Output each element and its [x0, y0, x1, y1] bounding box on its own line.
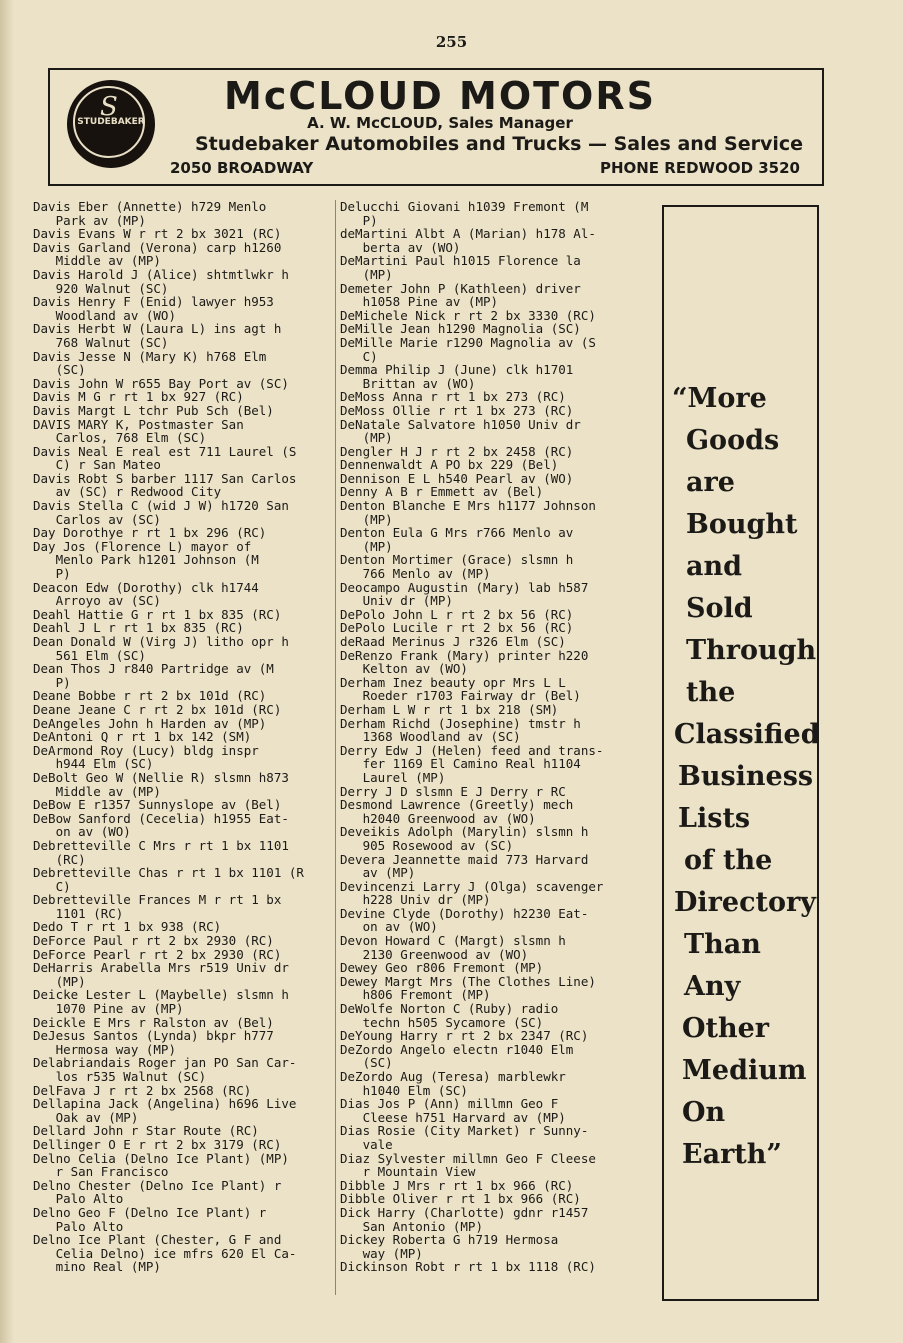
page-edge: [0, 0, 14, 1343]
logo-letter: S: [100, 92, 118, 122]
directory-entry-line: P): [33, 674, 71, 690]
directory-entry-line: Roeder r1703 Fairway dr (Bel): [340, 688, 581, 704]
ad-title: McCLOUD MOTORS: [224, 74, 656, 118]
directory-entry-line: Derham Inez beauty opr Mrs L L: [340, 674, 566, 690]
ad-phone: PHONE REDWOOD 3520: [599, 159, 800, 177]
studebaker-logo-icon: [67, 80, 155, 168]
directory-entry-line: Oak av (MP): [33, 1109, 139, 1125]
directory-entry-line: av (SC) r Redwood City: [33, 484, 222, 500]
directory-entry-line: (SC): [33, 362, 86, 378]
directory-entry-line: DeMartini Paul h1015 Florence la: [340, 253, 581, 269]
directory-entry-line: (RC): [33, 851, 86, 867]
directory-entry-line: Denton Mortimer (Grace) slsmn h: [340, 552, 574, 568]
directory-entry-line: Dennison E L h540 Pearl av (WO): [340, 470, 574, 486]
directory-entry-line: DeRenzo Frank (Mary) printer h220: [340, 647, 589, 663]
directory-column-middle: [340, 200, 640, 1274]
directory-entry-line: DeAntoni Q r rt 1 bx 142 (SM): [33, 729, 252, 745]
directory-entry-line: Dickey Roberta G h719 Hermosa: [340, 1232, 559, 1248]
directory-entry-line: Debretteville C Mrs r rt 1 bx 1101: [33, 837, 289, 853]
directory-entry-line: DeNatale Salvatore h1050 Univ dr: [340, 416, 581, 432]
page-number: 255: [435, 33, 468, 51]
directory-entry-line: Deicke Lester L (Maybelle) slsmn h: [33, 987, 289, 1003]
promo-word: “More: [672, 383, 767, 414]
directory-entry-line: Deahl J L r rt 1 bx 835 (RC): [33, 620, 244, 636]
directory-entry-line: Dengler H J r rt 2 bx 2458 (RC): [340, 443, 574, 459]
directory-entry-line: 561 Elm (SC): [33, 647, 146, 663]
directory-entry-line: Dellard John r Star Route (RC): [33, 1123, 259, 1139]
ad-manager: A. W. McCLOUD, Sales Manager: [307, 114, 573, 132]
directory-entry-line: Diaz Sylvester millmn Geo F Cleese: [340, 1150, 596, 1166]
directory-entry-line: Park av (MP): [33, 212, 146, 228]
directory-entry-line: DeBolt Geo W (Nellie R) slsmn h873: [33, 769, 289, 785]
directory-entry-line: Dibble J Mrs r rt 1 bx 966 (RC): [340, 1177, 574, 1193]
promo-word: Lists: [678, 803, 751, 834]
directory-entry-line: Dewey Margt Mrs (The Clothes Line): [340, 973, 596, 989]
directory-entry-line: Devincenzi Larry J (Olga) scavenger: [340, 878, 604, 894]
directory-entry-line: on av (WO): [340, 919, 438, 935]
directory-entry-line: los r535 Walnut (SC): [33, 1069, 207, 1084]
directory-entry-line: Davis Stella C (wid J W) h1720 San: [33, 498, 289, 514]
directory-entry-line: Day Dorothye r rt 1 bx 296 (RC): [33, 525, 267, 541]
directory-entry-line: Delno Geo F (Delno Ice Plant) r: [33, 1204, 267, 1220]
directory-entry-line: DeAngeles John h Harden av (MP): [33, 715, 267, 731]
directory-entry-line: Deveikis Adolph (Marylin) slsmn h: [340, 824, 589, 840]
directory-entry-line: (SC): [340, 1055, 393, 1071]
directory-entry-line: Arroyo av (SC): [33, 593, 161, 609]
directory-entry-line: DeForce Pearl r rt 2 bx 2930 (RC): [33, 946, 282, 962]
directory-entry-line: Dean Donald W (Virg J) litho opr h: [33, 634, 289, 649]
directory-entry-line: berta av (WO): [340, 239, 461, 255]
directory-entry-line: Davis Jesse N (Mary K) h768 Elm: [33, 348, 267, 364]
directory-entry-line: Delno Celia (Delno Ice Plant) (MP): [33, 1150, 289, 1166]
mccloud-motors-ad: [48, 68, 824, 186]
promo-word: Medium: [682, 1055, 807, 1086]
promo-word: Classified: [674, 719, 820, 750]
directory-entry-line: DeJesus Santos (Lynda) bkpr h777: [33, 1028, 274, 1044]
directory-entry-line: DeBow E r1357 Sunnyslope av (Bel): [33, 797, 282, 813]
directory-entry-line: 905 Rosewood av (SC): [340, 837, 514, 853]
directory-entry-line: Davis Eber (Annette) h729 Menlo: [33, 199, 267, 214]
directory-entry-line: Davis Evans W r rt 2 bx 3021 (RC): [33, 226, 282, 242]
directory-entry-line: av (MP): [340, 865, 416, 881]
directory-entry-line: r San Francisco: [33, 1164, 169, 1180]
directory-entry-line: (MP): [340, 266, 393, 282]
directory-entry-line: Desmond Lawrence (Greetly) mech: [340, 797, 574, 813]
directory-entry-line: 766 Menlo av (MP): [340, 566, 491, 582]
directory-entry-line: DeMille Jean h1290 Magnolia (SC): [340, 321, 581, 337]
promo-word: Than: [684, 929, 761, 960]
directory-entry-line: Delno Ice Plant (Chester, G F and: [33, 1232, 282, 1248]
directory-entry-line: Deocampo Augustin (Mary) lab h587: [340, 579, 589, 595]
promo-word: Business: [678, 761, 814, 792]
directory-entry-line: C): [33, 878, 71, 894]
directory-entry-line: Dick Harry (Charlotte) gdnr r1457: [340, 1204, 589, 1220]
directory-entry-line: deMartini Albt A (Marian) h178 Al-: [340, 226, 596, 242]
directory-entry-line: DAVIS MARY K, Postmaster San: [33, 416, 244, 432]
directory-entry-line: DeWolfe Norton C (Ruby) radio: [340, 1001, 559, 1017]
directory-entry-line: Palo Alto: [33, 1191, 124, 1207]
directory-entry-line: Davis M G r rt 1 bx 927 (RC): [33, 389, 244, 405]
directory-entry-line: Woodland av (WO): [33, 307, 176, 323]
promo-word: are: [686, 467, 735, 498]
directory-entry-line: Derry Edw J (Helen) feed and trans-: [340, 742, 604, 758]
directory-entry-line: Brittan av (WO): [340, 375, 476, 391]
directory-entry-line: (MP): [340, 511, 393, 527]
directory-entry-line: Debretteville Chas r rt 1 bx 1101 (R: [33, 865, 304, 881]
directory-entry-line: (MP): [33, 973, 86, 989]
classified-promo-box: [662, 205, 819, 1301]
directory-entry-line: Davis Harold J (Alice) shtmtlwkr h: [33, 266, 289, 282]
directory-entry-line: DelFava J r rt 2 bx 2568 (RC): [33, 1082, 252, 1098]
directory-entry-line: Denny A B r Emmett av (Bel): [340, 484, 544, 500]
directory-entry-line: DeMoss Ollie r rt 1 bx 273 (RC): [340, 402, 574, 418]
promo-word: Through: [686, 635, 817, 666]
directory-entry-line: DeYoung Harry r rt 2 bx 2347 (RC): [340, 1028, 589, 1044]
directory-entry-line: Dennenwaldt A PO bx 229 (Bel): [340, 457, 559, 473]
directory-entry-line: DeZordo Aug (Teresa) marblewkr: [340, 1069, 566, 1084]
directory-entry-line: Davis Robt S barber 1117 San Carlos: [33, 470, 297, 486]
directory-entry-line: Derry J D slsmn E J Derry r RC: [340, 783, 566, 799]
directory-entry-line: deRaad Merinus J r326 Elm (SC): [340, 634, 566, 649]
directory-entry-line: Davis Herbt W (Laura L) ins agt h: [33, 321, 282, 337]
directory-entry-line: vale: [340, 1136, 393, 1152]
directory-entry-line: h228 Univ dr (MP): [340, 892, 491, 908]
directory-entry-line: Davis Garland (Verona) carp h1260: [33, 239, 282, 255]
promo-word: Other: [682, 1013, 770, 1044]
directory-entry-line: Debretteville Frances M r rt 1 bx: [33, 892, 282, 908]
promo-word: Any: [684, 971, 741, 1002]
directory-entry-line: h806 Fremont (MP): [340, 987, 491, 1003]
directory-entry-line: 2130 Greenwood av (WO): [340, 946, 529, 962]
promo-word: of the: [684, 845, 773, 876]
directory-entry-line: Deane Jeane C r rt 2 bx 101d (RC): [33, 701, 282, 717]
directory-entry-line: Dickinson Robt r rt 1 bx 1118 (RC): [340, 1259, 596, 1275]
directory-entry-line: Demeter John P (Kathleen) driver: [340, 280, 581, 296]
directory-entry-line: way (MP): [340, 1245, 423, 1261]
promo-word: the: [686, 677, 736, 708]
directory-column-left: [33, 200, 333, 1274]
directory-entry-line: Davis Margt L tchr Pub Sch (Bel): [33, 402, 274, 418]
directory-entry-line: fer 1169 El Camino Real h1104: [340, 756, 581, 772]
directory-entry-line: Devon Howard C (Margt) slsmn h: [340, 933, 566, 949]
directory-entry-line: Deane Bobbe r rt 2 bx 101d (RC): [33, 688, 267, 704]
directory-entry-line: 768 Walnut (SC): [33, 334, 169, 350]
directory-entry-line: r Mountain View: [340, 1164, 476, 1180]
directory-entry-line: Day Jos (Florence L) mayor of: [33, 538, 252, 554]
directory-entry-line: Deahl Hattie G r rt 1 bx 835 (RC): [33, 606, 282, 622]
directory-entry-line: Demma Philip J (June) clk h1701: [340, 362, 574, 378]
directory-entry-line: Deickle E Mrs r Ralston av (Bel): [33, 1014, 274, 1030]
directory-entry-line: DePolo John L r rt 2 bx 56 (RC): [340, 606, 574, 622]
directory-entry-line: Davis Henry F (Enid) lawyer h953: [33, 294, 274, 310]
directory-entry-line: DeZordo Angelo electn r1040 Elm: [340, 1041, 574, 1057]
directory-entry-line: Delabriandais Roger jan PO San Car-: [33, 1055, 297, 1071]
ad-tagline: Studebaker Automobiles and Trucks — Sales and Service: [195, 133, 803, 155]
directory-entry-line: San Antonio (MP): [340, 1218, 483, 1234]
directory-entry-line: Delno Chester (Delno Ice Plant) r: [33, 1177, 282, 1193]
directory-entry-line: DePolo Lucile r rt 2 bx 56 (RC): [340, 620, 574, 636]
directory-entry-line: Davis John W r655 Bay Port av (SC): [33, 375, 289, 391]
column-divider: [335, 200, 336, 1295]
directory-entry-line: Celia Delno) ice mfrs 620 El Ca-: [33, 1245, 297, 1261]
promo-word: Directory: [674, 887, 816, 918]
directory-entry-line: (MP): [340, 430, 393, 446]
directory-entry-line: 1070 Pine av (MP): [33, 1001, 184, 1017]
directory-entry-line: DeMoss Anna r rt 1 bx 273 (RC): [340, 389, 566, 405]
directory-entry-line: 1101 (RC): [33, 905, 124, 921]
directory-entry-line: on av (WO): [33, 824, 131, 840]
directory-entry-line: 920 Walnut (SC): [33, 280, 169, 296]
directory-entry-line: P): [340, 212, 378, 228]
promo-word: On: [682, 1097, 726, 1128]
directory-entry-line: Denton Blanche E Mrs h1177 Johnson: [340, 498, 596, 514]
directory-entry-line: Univ dr (MP): [340, 593, 453, 609]
directory-entry-line: DeBow Sanford (Cecelia) h1955 Eat-: [33, 810, 289, 826]
directory-entry-line: Davis Neal E real est 711 Laurel (S: [33, 443, 297, 459]
directory-entry-line: Hermosa way (MP): [33, 1041, 176, 1057]
directory-entry-line: Dellinger O E r rt 2 bx 3179 (RC): [33, 1136, 282, 1152]
directory-entry-line: Carlos, 768 Elm (SC): [33, 430, 207, 446]
promo-word: Goods: [686, 425, 780, 456]
promo-word: Bought: [686, 509, 798, 540]
directory-entry-line: P): [33, 566, 71, 582]
directory-entry-line: h944 Elm (SC): [33, 756, 154, 772]
directory-entry-line: Dias Jos P (Ann) millmn Geo F: [340, 1096, 559, 1112]
directory-entry-line: DeMille Marie r1290 Magnolia av (S: [340, 334, 596, 350]
directory-entry-line: Dean Thos J r840 Partridge av (M: [33, 661, 274, 677]
directory-entry-line: Devine Clyde (Dorothy) h2230 Eat-: [340, 905, 589, 921]
directory-entry-line: DeHarris Arabella Mrs r519 Univ dr: [33, 960, 289, 976]
directory-entry-line: Dewey Geo r806 Fremont (MP): [340, 960, 544, 976]
directory-entry-line: Carlos av (SC): [33, 511, 161, 527]
directory-entry-line: Dedo T r rt 1 bx 938 (RC): [33, 919, 222, 935]
directory-entry-line: Middle av (MP): [33, 253, 161, 269]
directory-entry-line: techn h505 Sycamore (SC): [340, 1014, 544, 1030]
promo-word: Sold: [686, 593, 753, 624]
promo-word: and: [686, 551, 743, 582]
directory-entry-line: (MP): [340, 538, 393, 554]
directory-entry-line: DeMichele Nick r rt 2 bx 3330 (RC): [340, 307, 596, 323]
directory-entry-line: Menlo Park h1201 Johnson (M: [33, 552, 259, 568]
directory-entry-line: Dias Rosie (City Market) r Sunny-: [340, 1123, 589, 1139]
directory-entry-line: DeForce Paul r rt 2 bx 2930 (RC): [33, 933, 274, 949]
logo-text: STUDEBAKER: [77, 117, 145, 127]
directory-entry-line: C) r San Mateo: [33, 457, 161, 473]
directory-entry-line: h1058 Pine av (MP): [340, 294, 499, 310]
directory-entry-line: 1368 Woodland av (SC): [340, 729, 521, 745]
directory-entry-line: Dellapina Jack (Angelina) h696 Live: [33, 1096, 297, 1112]
directory-entry-line: DeArmond Roy (Lucy) bldg inspr: [33, 742, 259, 758]
directory-entry-line: Delucchi Giovani h1039 Fremont (M: [340, 199, 589, 214]
directory-entry-line: Devera Jeannette maid 773 Harvard: [340, 851, 589, 867]
directory-entry-line: Derham Richd (Josephine) tmstr h: [340, 715, 581, 731]
directory-entry-line: Dibble Oliver r rt 1 bx 966 (RC): [340, 1191, 581, 1207]
directory-entry-line: Derham L W r rt 1 bx 218 (SM): [340, 701, 559, 717]
directory-entry-line: Kelton av (WO): [340, 661, 468, 677]
directory-entry-line: Palo Alto: [33, 1218, 124, 1234]
ad-address: 2050 BROADWAY: [170, 159, 314, 177]
promo-word: Earth”: [682, 1139, 782, 1170]
directory-entry-line: Middle av (MP): [33, 783, 161, 799]
directory-entry-line: Deacon Edw (Dorothy) clk h1744: [33, 579, 259, 595]
directory-entry-line: mino Real (MP): [33, 1259, 161, 1275]
directory-entry-line: h2040 Greenwood av (WO): [340, 810, 536, 826]
directory-entry-line: C): [340, 348, 378, 364]
directory-entry-line: Denton Eula G Mrs r766 Menlo av: [340, 525, 574, 541]
directory-entry-line: h1040 Elm (SC): [340, 1082, 468, 1098]
directory-entry-line: Cleese h751 Harvard av (MP): [340, 1109, 566, 1125]
directory-entry-line: Laurel (MP): [340, 769, 446, 785]
